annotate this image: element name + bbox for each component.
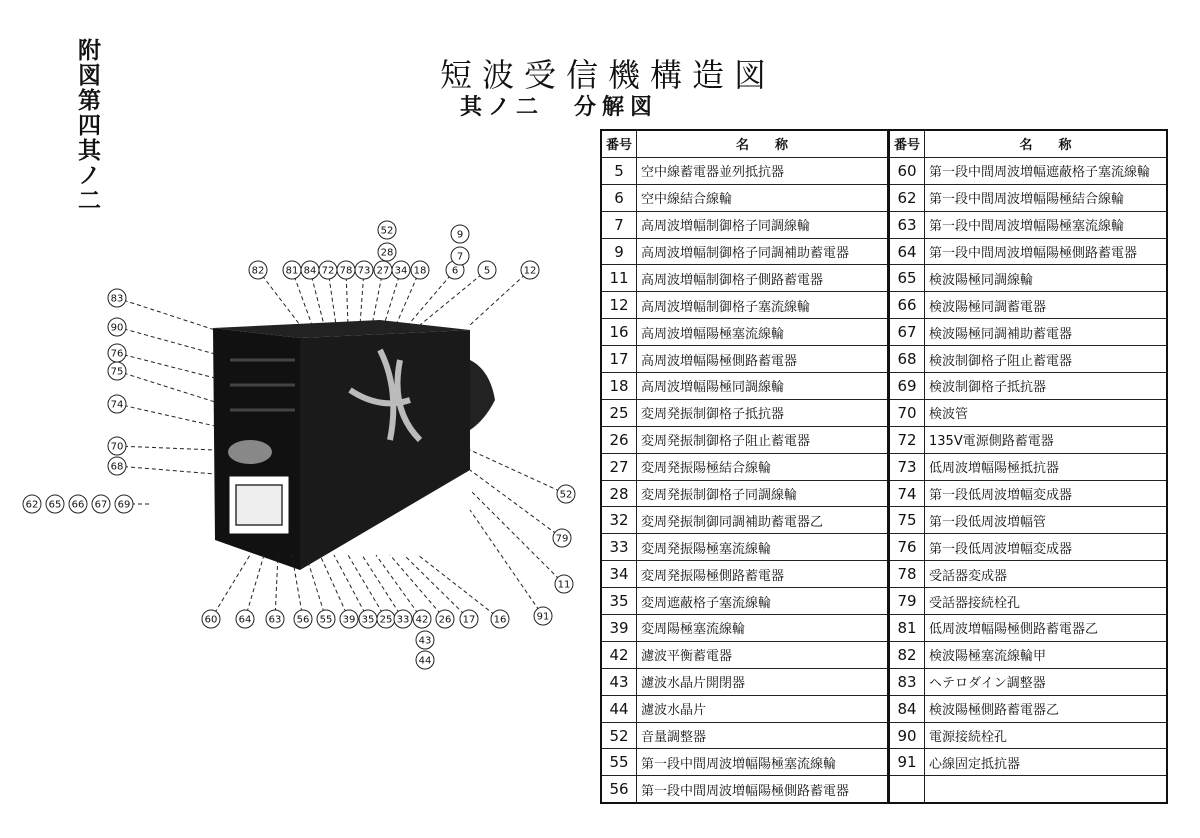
- callout-number: 28: [380, 247, 394, 259]
- leader-line: [117, 371, 215, 402]
- table-row: [889, 426, 1167, 453]
- table-row: [601, 615, 888, 642]
- leader-line: [117, 446, 215, 450]
- leader-line: [117, 327, 215, 354]
- part-name: 電源接続栓孔: [925, 722, 1168, 749]
- part-number: 76: [889, 534, 925, 561]
- part-number: 72: [889, 426, 925, 453]
- table-row: [601, 373, 888, 400]
- table-row: [889, 292, 1167, 319]
- callout-number: 52: [559, 489, 573, 501]
- part-name: [925, 776, 1168, 803]
- part-name: ヘテロダイン調整器: [925, 668, 1168, 695]
- callout-number: 25: [379, 614, 393, 626]
- part-number: 42: [601, 641, 637, 668]
- part-number: 16: [601, 319, 637, 346]
- callout-number: 26: [438, 614, 452, 626]
- part-number: 43: [601, 668, 637, 695]
- callout-number: 84: [303, 265, 317, 277]
- callout-number: 91: [536, 611, 550, 623]
- part-number: 55: [601, 749, 637, 776]
- part-name: 第一段低周波増幅変成器: [925, 480, 1168, 507]
- table-row: [889, 507, 1167, 534]
- callout-number: 9: [456, 229, 464, 241]
- callout-number: 65: [48, 499, 62, 511]
- callout-number: 90: [110, 322, 124, 334]
- part-name: 高周波増幅制御格子塞流線輪: [637, 292, 889, 319]
- table-row: [889, 319, 1167, 346]
- column-header-name: 名 称: [925, 130, 1168, 157]
- part-number: 70: [889, 399, 925, 426]
- callout-number: 64: [238, 614, 252, 626]
- table-row: [889, 534, 1167, 561]
- column-header-number: 番号: [601, 130, 637, 157]
- part-name: 低周波増幅陽極抵抗器: [925, 453, 1168, 480]
- callout-number: 56: [296, 614, 310, 626]
- table-row: [601, 561, 888, 588]
- leader-line: [362, 555, 403, 619]
- part-number: 7: [601, 211, 637, 238]
- table-row: [889, 265, 1167, 292]
- leader-line: [470, 270, 530, 325]
- part-number: 69: [889, 373, 925, 400]
- part-name: 高周波増幅制御格子同調補助蓄電器: [637, 238, 889, 265]
- leader-line: [117, 404, 215, 426]
- callout-number: 67: [94, 499, 108, 511]
- callout-number: 39: [342, 614, 356, 626]
- callout-number: 78: [339, 265, 353, 277]
- callout-number: 43: [418, 635, 432, 647]
- part-number: 84: [889, 695, 925, 722]
- table-row: [601, 319, 888, 346]
- callout-number: 69: [117, 499, 131, 511]
- part-name: 第一段中間周波増幅陽極塞流線輪: [925, 211, 1168, 238]
- part-number: 60: [889, 157, 925, 184]
- part-name: 変周発振陽極側路蓄電器: [637, 561, 889, 588]
- part-name: 変周遮蔽格子塞流線輪: [637, 588, 889, 615]
- part-number: 11: [601, 265, 637, 292]
- callout-number: 68: [110, 461, 124, 473]
- part-number: 73: [889, 453, 925, 480]
- callout-number: 18: [413, 265, 427, 277]
- leader-line: [470, 450, 566, 494]
- leader-line: [117, 466, 215, 474]
- part-number: 68: [889, 346, 925, 373]
- table-row: [889, 615, 1167, 642]
- part-name: 心線固定抵抗器: [925, 749, 1168, 776]
- part-name: 第一段中間周波増幅遮蔽格子塞流線輪: [925, 157, 1168, 184]
- part-name: 高周波増幅陽極側路蓄電器: [637, 346, 889, 373]
- part-name: 第一段中間周波増幅陽極側路蓄電器: [925, 238, 1168, 265]
- table-row: [601, 426, 888, 453]
- callout-number: 27: [376, 265, 390, 277]
- part-name: 受話器接続栓孔: [925, 588, 1168, 615]
- leader-line: [408, 270, 455, 325]
- part-number: 35: [601, 588, 637, 615]
- table-row: [889, 238, 1167, 265]
- part-number: 52: [601, 722, 637, 749]
- table-row: [601, 238, 888, 265]
- table-row: [889, 749, 1167, 776]
- leader-line: [306, 555, 326, 619]
- part-number: 91: [889, 749, 925, 776]
- part-name: 変周陽極塞流線輪: [637, 615, 889, 642]
- part-name: 135V電源側路蓄電器: [925, 426, 1168, 453]
- table-row: [601, 346, 888, 373]
- callout-number: 16: [493, 614, 507, 626]
- part-number: 74: [889, 480, 925, 507]
- part-name: 高周波増幅制御格子同調線輪: [637, 211, 889, 238]
- subtitle-kind: 分解図: [574, 94, 659, 120]
- part-number: 18: [601, 373, 637, 400]
- callout-number: 81: [285, 265, 299, 277]
- leader-line: [348, 555, 386, 619]
- table-row: [601, 695, 888, 722]
- receiver-exploded-diagram: [0, 210, 600, 680]
- part-number: 63: [889, 211, 925, 238]
- callout-number: 82: [251, 265, 265, 277]
- table-row: [601, 211, 888, 238]
- part-number: 67: [889, 319, 925, 346]
- part-name: 第一段低周波増幅変成器: [925, 534, 1168, 561]
- table-row: [889, 399, 1167, 426]
- callout-number: 7: [456, 251, 464, 263]
- callout-number: 75: [110, 366, 124, 378]
- table-header-row: [889, 130, 1167, 157]
- page-subtitle: [460, 90, 658, 121]
- part-name: 変周発振陽極塞流線輪: [637, 534, 889, 561]
- leader-line: [470, 510, 543, 616]
- part-name: 第一段中間周波増幅陽極結合線輪: [925, 184, 1168, 211]
- part-name: 空中線結合線輪: [637, 184, 889, 211]
- part-number: 79: [889, 588, 925, 615]
- callout-number: 6: [451, 265, 459, 277]
- part-name: 第一段低周波増幅管: [925, 507, 1168, 534]
- table-row: [601, 722, 888, 749]
- part-number: 62: [889, 184, 925, 211]
- part-number: 66: [889, 292, 925, 319]
- part-name: 変周発振陽極結合線輪: [637, 453, 889, 480]
- callout-number: 42: [415, 614, 429, 626]
- leader-line: [275, 555, 278, 619]
- table-row: [889, 373, 1167, 400]
- part-name: 変周発振制御格子同調線輪: [637, 480, 889, 507]
- leader-line: [211, 555, 250, 619]
- table-row: [601, 668, 888, 695]
- part-number: 27: [601, 453, 637, 480]
- table-row: [601, 641, 888, 668]
- part-name: 変周発振制御格子阻止蓄電器: [637, 426, 889, 453]
- receiver-body: [213, 320, 495, 570]
- column-header-name: 名 称: [637, 130, 889, 157]
- callout-number: 73: [357, 265, 371, 277]
- part-number: 56: [601, 776, 637, 803]
- part-number: 83: [889, 668, 925, 695]
- part-name: 第一段中間周波増幅陽極側路蓄電器: [637, 776, 889, 803]
- part-number: 33: [601, 534, 637, 561]
- table-row: [601, 292, 888, 319]
- callout-number: 66: [71, 499, 85, 511]
- part-name: 空中線蓄電器並列抵抗器: [637, 157, 889, 184]
- part-number: 90: [889, 722, 925, 749]
- table-row: [889, 722, 1167, 749]
- table-row: [601, 588, 888, 615]
- table-row: [889, 453, 1167, 480]
- table-row: [601, 184, 888, 211]
- callout-number: 55: [319, 614, 333, 626]
- callout-number: 34: [394, 265, 408, 277]
- part-number: [889, 776, 925, 803]
- part-number: 39: [601, 615, 637, 642]
- table-header-row: [601, 130, 888, 157]
- table-row: [889, 668, 1167, 695]
- table-row: [889, 588, 1167, 615]
- part-name: 高周波増幅陽極塞流線輪: [637, 319, 889, 346]
- table-row: [601, 749, 888, 776]
- callout-number: 79: [555, 533, 569, 545]
- parts-table-right: [888, 129, 1168, 804]
- part-number: 65: [889, 265, 925, 292]
- callout-number: 83: [110, 293, 124, 305]
- part-name: 濾波平衡蓄電器: [637, 641, 889, 668]
- callout-number: 63: [268, 614, 282, 626]
- part-number: 81: [889, 615, 925, 642]
- part-name: 高周波増幅制御格子側路蓄電器: [637, 265, 889, 292]
- part-name: 検波制御格子阻止蓄電器: [925, 346, 1168, 373]
- callout-number: 44: [418, 655, 432, 667]
- parts-table-left: [600, 129, 889, 804]
- subtitle-part: 其ノ二: [460, 94, 545, 120]
- table-row: [601, 157, 888, 184]
- page-title: 短波受信機構造図: [440, 56, 777, 94]
- part-name: 受話器変成器: [925, 561, 1168, 588]
- leader-line: [245, 555, 264, 619]
- part-number: 75: [889, 507, 925, 534]
- table-row: [601, 453, 888, 480]
- part-number: 34: [601, 561, 637, 588]
- callout-number: 52: [380, 225, 394, 237]
- callout-number: 62: [25, 499, 39, 511]
- part-name: 検波陽極側路蓄電器乙: [925, 695, 1168, 722]
- part-name: 検波陽極塞流線輪甲: [925, 641, 1168, 668]
- callout-number: 70: [110, 441, 124, 453]
- table-row: [889, 157, 1167, 184]
- callout-number: 33: [396, 614, 410, 626]
- callout-number: 12: [523, 265, 537, 277]
- table-row: [601, 776, 888, 803]
- callout-number: 74: [110, 399, 124, 411]
- table-row: [889, 776, 1167, 803]
- leader-line: [470, 490, 564, 584]
- part-name: 検波管: [925, 399, 1168, 426]
- part-number: 28: [601, 480, 637, 507]
- table-row: [889, 184, 1167, 211]
- part-number: 25: [601, 399, 637, 426]
- part-number: 17: [601, 346, 637, 373]
- part-name: 検波陽極同調補助蓄電器: [925, 319, 1168, 346]
- table-row: [601, 507, 888, 534]
- table-row: [601, 265, 888, 292]
- callout-number: 72: [321, 265, 335, 277]
- callout-number: 60: [204, 614, 218, 626]
- part-name: 濾波水晶片: [637, 695, 889, 722]
- part-number: 44: [601, 695, 637, 722]
- leader-line: [117, 353, 215, 378]
- leader-line: [117, 298, 215, 330]
- callout-number: 11: [557, 579, 571, 591]
- part-number: 6: [601, 184, 637, 211]
- part-number: 78: [889, 561, 925, 588]
- table-row: [889, 211, 1167, 238]
- leader-line: [320, 555, 349, 619]
- callout-number: 17: [462, 614, 476, 626]
- callout-number: 5: [483, 265, 491, 277]
- table-row: [889, 695, 1167, 722]
- part-name: 変周発振制御格子抵抗器: [637, 399, 889, 426]
- part-name: 高周波増幅陽極同調線輪: [637, 373, 889, 400]
- table-row: [889, 346, 1167, 373]
- part-number: 32: [601, 507, 637, 534]
- part-name: 検波陽極同調線輪: [925, 265, 1168, 292]
- leader-line: [334, 555, 368, 619]
- part-number: 12: [601, 292, 637, 319]
- part-number: 82: [889, 641, 925, 668]
- part-number: 5: [601, 157, 637, 184]
- part-number: 9: [601, 238, 637, 265]
- part-name: 検波制御格子抵抗器: [925, 373, 1168, 400]
- table-row: [889, 561, 1167, 588]
- part-name: 検波陽極同調蓄電器: [925, 292, 1168, 319]
- part-name: 濾波水晶片開閉器: [637, 668, 889, 695]
- figure-number-label: 附図第四其ノ二: [74, 38, 101, 213]
- part-name: 低周波増幅陽極側路蓄電器乙: [925, 615, 1168, 642]
- table-row: [601, 534, 888, 561]
- part-number: 64: [889, 238, 925, 265]
- callout-number: 76: [110, 348, 124, 360]
- part-name: 音量調整器: [637, 722, 889, 749]
- part-number: 26: [601, 426, 637, 453]
- table-row: [889, 641, 1167, 668]
- leader-line: [418, 555, 500, 619]
- callout-number: 35: [361, 614, 375, 626]
- table-row: [601, 480, 888, 507]
- column-header-number: 番号: [889, 130, 925, 157]
- table-row: [889, 480, 1167, 507]
- part-name: 変周発振制御同調補助蓄電器乙: [637, 507, 889, 534]
- table-row: [601, 399, 888, 426]
- part-name: 第一段中間周波増幅陽極塞流線輪: [637, 749, 889, 776]
